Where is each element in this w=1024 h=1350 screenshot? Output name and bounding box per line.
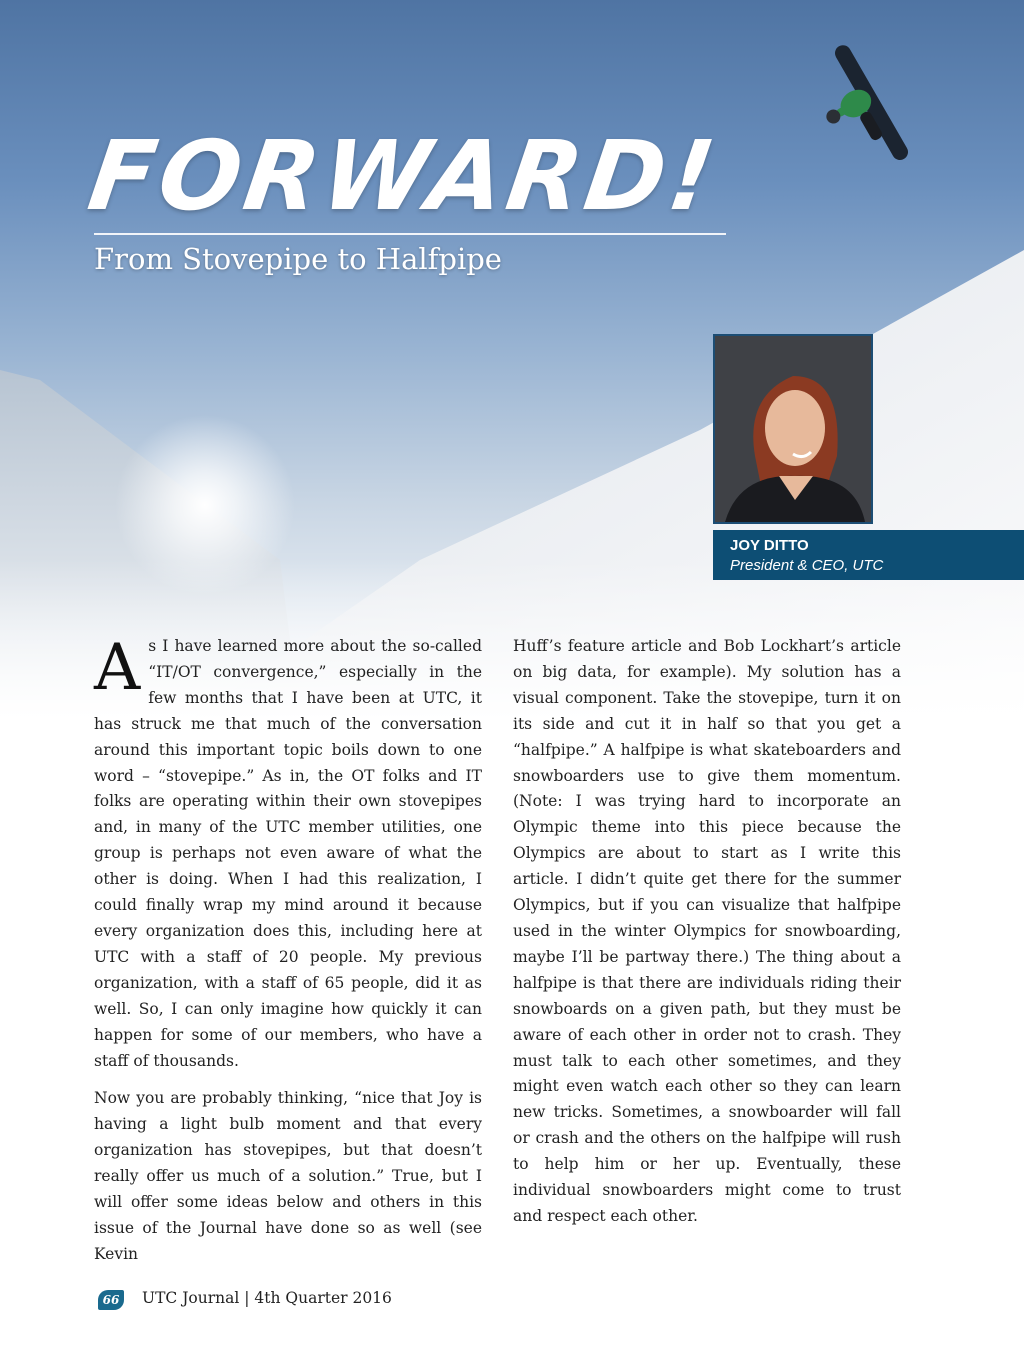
page-number-badge: 66 bbox=[98, 1290, 124, 1310]
article-column-1 bbox=[94, 631, 482, 1280]
author-role: President & CEO, UTC bbox=[730, 557, 884, 574]
page-subtitle: From Stovepipe to Halfpipe bbox=[94, 242, 502, 276]
drop-cap: A bbox=[94, 631, 141, 705]
footer-text: UTC Journal | 4th Quarter 2016 bbox=[142, 1289, 392, 1307]
article-paragraph: Huff’s feature article and Bob Lockhart’s article on big data, for example). My solution has a visual component. Take the stovepipe, turn it on its side and cut it in half so that you get a “halfpipe.” A halfpipe is what skateboarders and snowboarders use to give them momentum. (Note: I was trying hard to incorporate an Olympic theme into this piece because the Olympics are about to start as I write this article. I didn’t quite get there for the summer Olympics, but if you can visualize that halfpipe used in the winter Olympics for snowboarding, maybe I’ll be partway there.) The thing about a halfpipe is that there are individuals riding their snowboards on a given path, but they must be aware of each other in order not to crash. They must talk to each other sometimes, and they might even watch each other so they can learn new tricks. Sometimes, a snowboarder will fall or crash and the others on the halfpipe will rush to help him or her up. Eventually, these individual snowboarders might come to trust and respect each other. bbox=[513, 637, 901, 1225]
article-column-2 bbox=[513, 634, 901, 1242]
author-name: JOY DITTO bbox=[730, 537, 809, 554]
page-title: FORWARD! bbox=[82, 120, 726, 232]
author-portrait bbox=[713, 334, 873, 524]
article-paragraph bbox=[94, 631, 482, 1074]
article-paragraph: Now you are probably thinking, “nice that Joy is having a light bulb moment and that every organization has stovepipes, but that doesn’t really offer us much of a solution.” True, but I will offer some ideas below and others in this issue of the Journal have done so as well (see Kevin bbox=[94, 1089, 482, 1263]
author-caption bbox=[713, 530, 1024, 580]
paragraph-text: s I have learned more about the so-called “IT/OT convergence,” especially in the few months that I have been at UTC, it has struck me that much of the conversation around this important topic boils down to one word – “stovepipe.” As in, the OT folks and IT folks are operating within their own stovepipes and, in many of the UTC member utilities, one group is perhaps not even aware of what the other is doing. When I had this realization, I could finally wrap my mind around it because every organization does this, including here at UTC with a staff of 20 people. My previous organization, with a staff of 65 people, did it as well. So, I can only imagine how quickly it can happen for some of our members, who have a staff of thousands. bbox=[94, 637, 482, 1070]
snowboarder-figure bbox=[798, 42, 911, 182]
title-divider bbox=[94, 233, 726, 235]
